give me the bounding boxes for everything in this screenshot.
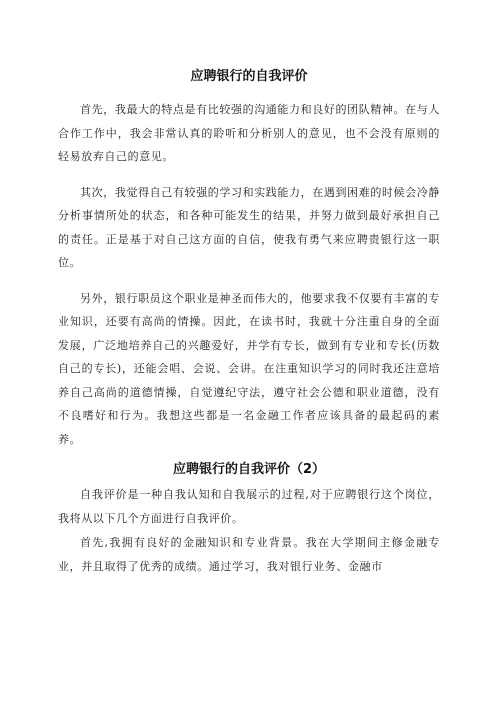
section-2-body [58, 483, 440, 579]
document-title: 应聘银行的自我评价 [190, 69, 308, 84]
section-title-2: 应聘银行的自我评价（2） [172, 462, 326, 477]
document-body [58, 68, 440, 579]
paragraph-5: 首先,我拥有良好的金融知识和专业背景。我在大学期间主修金融专业，并且取得了优秀的成绩。通过学习，我对银行业务、金融市 [58, 536, 440, 573]
paragraph-2: 其次，我觉得自己有较强的学习和实践能力，在遇到困难的时候会冷静分析事情所处的状态，和各种可能发生的结果，并努力做到最好承担自己的责任。正是基于对自己这方面的自信，使我有勇气来应聘贵银行这一职位。 [58, 185, 440, 269]
paragraph-4: 自我评价是一种自我认知和自我展示的过程,对于应聘银行这个岗位，我将从以下几个方面进行自我评价。 [58, 488, 440, 525]
paragraph-1: 首先，我最大的特点是有比较强的沟通能力和良好的团队精神。在与人合作工作中，我会非常认真的聆听和分析别人的意见，也不会没有原则的轻易放弃自己的意见。 [58, 103, 440, 163]
paragraph-3: 另外，银行职员这个职业是神圣而伟大的，他要求我不仅要有丰富的专业知识，还要有高尚的情操。因此，在读书时，我就十分注重自身的全面发展，广泛地培养自己的兴趣爱好，并学有专长，做到有专业和专长(历数自己的专长)，还能会唱、会说、会讲。在注重知识学习的同时我还注意培养自己高尚的道德情操，自觉遵纪守法，遵守社会公德和职业道德，没有不良嗜好和行为。我想这些都是一名金融工作者应该具备的最起码的素养。 [58, 291, 440, 446]
